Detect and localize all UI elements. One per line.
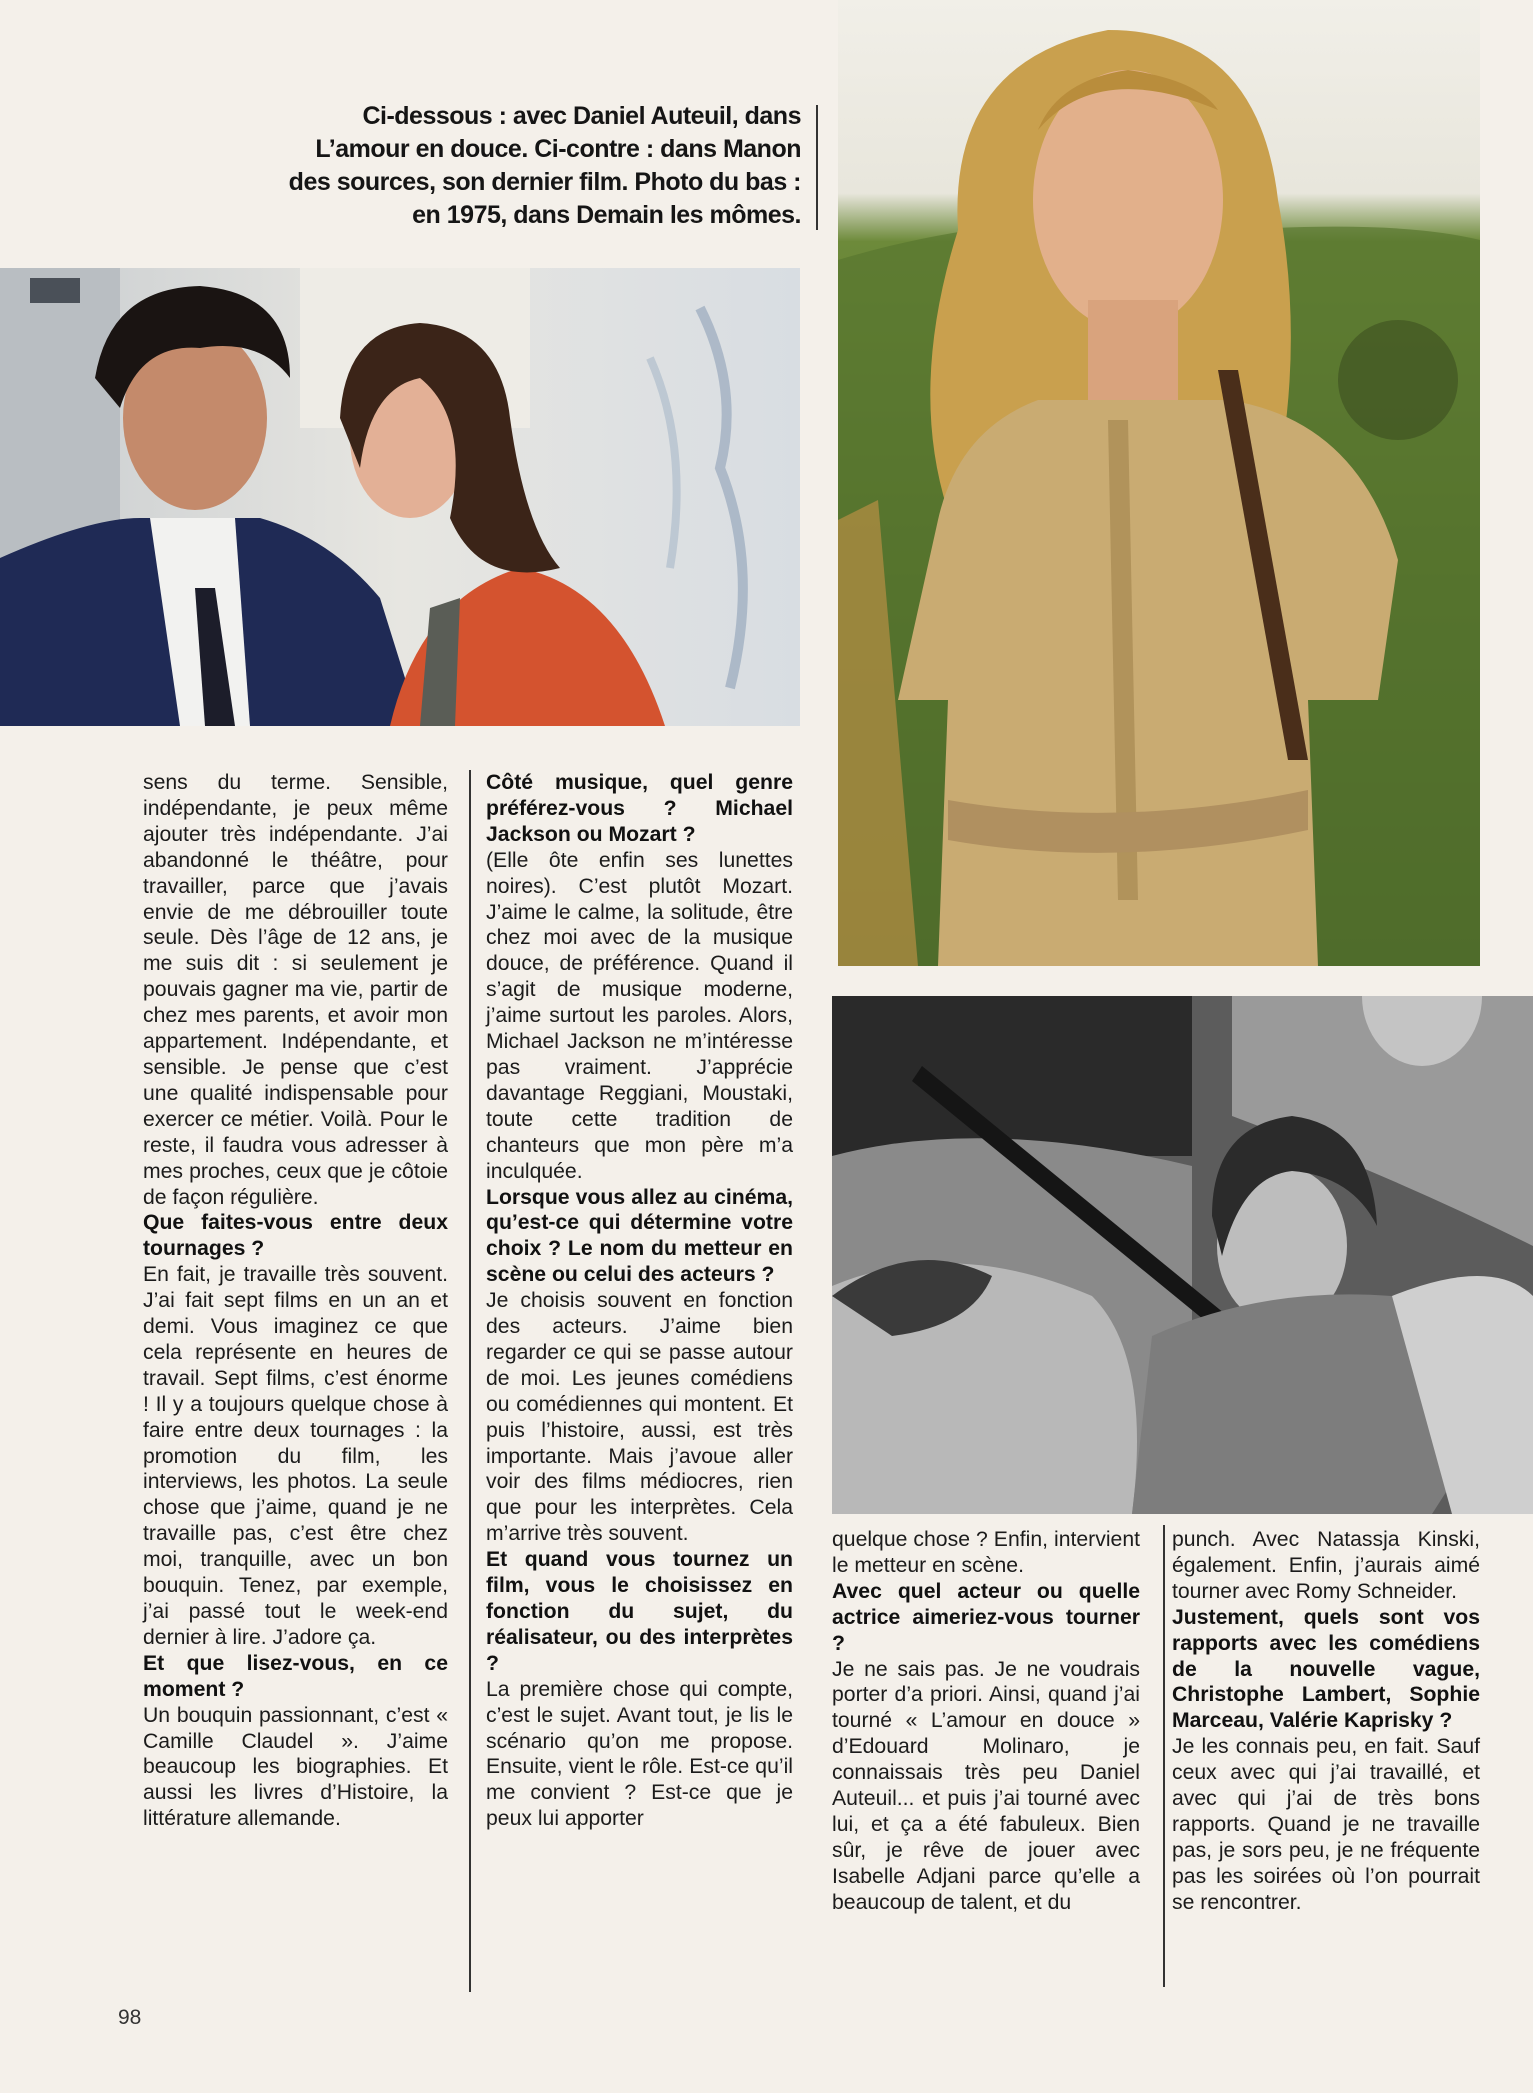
photo-manon-des-sources <box>838 0 1480 966</box>
black-and-white-film-still <box>832 996 1533 1514</box>
col3-text: quelque chose ? Enfin, intervient le metteur en scène. <box>832 1528 1140 1577</box>
article-column-2 <box>486 770 793 1832</box>
portrait-photo-blonde-woman <box>838 0 1480 966</box>
col4-text: punch. Avec Natassja Kinski, également. Enfin, j’aurais aimé tourner avec Romy Schneider. <box>1172 1528 1480 1603</box>
col2-question: Et quand vous tournez un film, vous le choisissez en fonction du sujet, du réalisateur, ou des interprètes ? <box>486 1548 793 1675</box>
col2-question: Lorsque vous allez au cinéma, qu’est-ce qui détermine votre choix ? Le nom du metteur en scène ou celui des acteurs ? <box>486 1185 793 1287</box>
col2-text: (Elle ôte enfin ses lunettes noires). C’est plutôt Mozart. J’aime le calme, la solitude, être chez moi avec de la musique douce, de préférence. Quand il s’agit de musique moderne, j’aime surtout les paroles. Alors, Michael Jackson ne m’intéresse pas vraiment. J’apprécie davantage Reggiani, Moustaki, toute cette tradition de chanteurs que mon père m’a inculquée. <box>486 848 793 1183</box>
col1-text: Un bouquin passionnant, c’est « Camille Claudel ». J’aime beaucoup les biographies. Et aussi les livres d’Histoire, la littérature allemande. <box>143 1703 448 1831</box>
film-still-photo-couple <box>0 268 800 726</box>
column-divider-2 <box>1163 1525 1165 1987</box>
col1-text: En fait, je travaille très souvent. J’ai fait sept films en un an et demi. Vous imaginez ce que cela représente en heures de travail. Sept films, c’est énorme ! Il y a toujours quelque chose à faire entre deux tournages : la promotion du film, les interviews, les photos. La seule chose que j’aime, quand je ne travaille pas, c’est être chez moi, tranquille, avec un bon bouquin. Tenez, par exemple, j’ai passé tout le week-end dernier à lire. J’adore ça. <box>143 1263 448 1649</box>
col3-question: Avec quel acteur ou quelle actrice aimeriez-vous tourner ? <box>832 1579 1140 1655</box>
col2-text: Je choisis souvent en fonction des acteurs. J’aime bien regarder ce qui se passe autour de moi. Les jeunes comédiens ou comédiennes qui montent. Et puis l’histoire, aussi, est très importante. Mais j’avoue aller voir des films médiocres, rien que pour les interprètes. Cela m’arrive très souvent. <box>486 1289 793 1546</box>
photo-caption: Ci-dessous : avec Daniel Auteuil, dans L’amour en douce. Ci-contre : dans Manon des sources, son dernier film. Photo du bas : en 1975, dans Demain les mômes. <box>288 102 801 229</box>
col1-question: Et que lisez-vous, en ce moment ? <box>143 1651 448 1701</box>
col1-text: sens du terme. Sensible, indépendante, je peux même ajouter très indépendante. J’ai abandonné le théâtre, pour travailler, parce que j’avais envie de me débrouiller toute seule. Dès l’âge de 12 ans, je me suis dit : si seulement je pouvais gagner ma vie, partir de chez mes parents, et avoir mon appartement. Indépendante, et sensible. Je pense que c’est une qualité indispensable pour exercer ce métier. Voilà. Pour le reste, il faudra vous adresser à mes proches, ceux que je côtoie de façon régulière. <box>143 771 448 1209</box>
col4-question: Justement, quels sont vos rapports avec les comédiens de la nouvelle vague, Christophe Lambert, Sophie Marceau, Valérie Kaprisky ? <box>1172 1605 1480 1733</box>
caption-divider <box>816 105 818 230</box>
col4-text: Je les connais peu, en fait. Sauf ceux avec qui j’ai travaillé, et avec qui j’ai de très bons rapports. Quand je ne travaille pas, je sors peu, je ne fréquente pas les soirées où l’on pourrait se rencontrer. <box>1172 1735 1480 1914</box>
photo-film-still-couple <box>0 268 800 726</box>
photo-demain-les-momes <box>832 996 1533 1514</box>
col3-text: Je ne sais pas. Je ne voudrais porter d’a priori. Ainsi, quand j’ai tourné « L’amour en douce » d’Edouard Molinaro, je connaissais très peu Daniel Auteuil... et puis j’ai tourné avec lui, et ça a été fabuleux. Bien sûr, je rêve de jouer avec Isabelle Adjani parce qu’elle a beaucoup de talent, et du <box>832 1657 1140 1914</box>
col2-text: La première chose qui compte, c’est le sujet. Avant tout, je lis le scénario qu’on me propose. Ensuite, vient le rôle. Est-ce qu’il me convient ? Est-ce que je peux lui apporter <box>486 1677 793 1831</box>
col1-question: Que faites-vous entre deux tournages ? <box>143 1211 448 1261</box>
article-column-3 <box>832 1527 1140 1916</box>
article-column-4 <box>1172 1527 1480 1916</box>
column-divider-1 <box>469 770 471 1992</box>
page-number: 98 <box>118 2006 142 2029</box>
article-column-1 <box>143 770 448 1832</box>
col2-question: Côté musique, quel genre préférez-vous ? Michael Jackson ou Mozart ? <box>486 771 793 846</box>
